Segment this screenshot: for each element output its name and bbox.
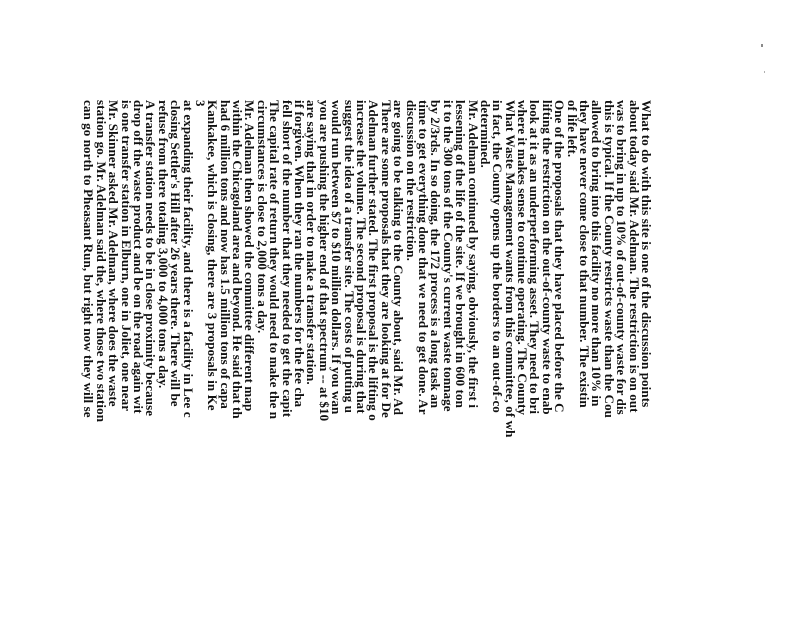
text-line: was to bring in up to 10% of out-of-county waste for dis: [614, 100, 630, 415]
text-line: suggest the idea of a transfer site. The costs of putting u: [341, 100, 357, 414]
text-line: of life left.: [564, 100, 580, 158]
paragraph: [256, 100, 479, 618]
paragraph: [479, 100, 566, 618]
text-line: closing Settler's Hill after 26 years there. There will be: [168, 100, 184, 407]
text-line: had 6 million tons and now has 1.5 million tons of capa: [217, 100, 233, 409]
paragraph: [565, 100, 652, 618]
paragraph: [194, 100, 256, 618]
text-line: station go. Mr. Adelman said the, where those two station: [93, 100, 109, 423]
text-line: circumstances is close to 2,000 tons a day.: [254, 100, 270, 334]
text-line: are saying that in order to make a transfer station.: [304, 100, 320, 385]
text-line: What to do with this site is one of the discussion points: [639, 100, 654, 408]
text-line: Mr. Adelman continued by saying, obviously, the first i: [465, 100, 481, 409]
text-line: increase the volume. The second proposal is during that: [354, 100, 370, 414]
text-line: The capital rate of return they would need to make the n: [267, 100, 283, 420]
text-line: What Waste Management wants from this committee, of wh: [502, 100, 518, 438]
text-line: determined.: [477, 100, 493, 168]
text-line: in fact, the County opens up the borders to an out-of-co: [490, 100, 506, 413]
text-line: lessening of the life of the site. If we brought in 600 ton: [453, 100, 469, 408]
text-line: would run between $7 to $10 million dollars. If you wan: [329, 100, 345, 415]
text-line: you are pushing the higher end of that spectrum -- at $10: [316, 100, 332, 422]
text-line: A transfer station needs to be in close proximity because: [143, 100, 159, 417]
text-line: discussion on the restriction.: [403, 100, 419, 261]
text-line: There are some proposals that they are looking at for De: [378, 100, 394, 418]
text-line: One of the proposals that they have placed before the C: [552, 100, 568, 413]
text-line: fell short of the number that they needed to get the capit: [279, 100, 295, 418]
text-line: within the Chicagoland area and beyond. He said that th: [230, 100, 246, 419]
text-line: if forgiven. When they ran the numbers for the fee cha: [292, 100, 308, 408]
text-line: time to get everything done that we need to get done. Ar: [415, 100, 431, 415]
text-line: Kankakee, which is closing, there are 3 proposals in Ke: [205, 100, 221, 411]
text-line: drop off the waste product and be on the road again wit: [130, 100, 146, 414]
text-line: are going to be talking to the County about, said Mr. Ad: [391, 100, 407, 416]
text-line: they have never come close to that number. The existin: [577, 100, 593, 408]
text-line: Adelman further stated. The first proposal is the lifting o: [366, 100, 382, 421]
text-line: refuse from there totaling 3,000 to 4,000 tons a day.: [155, 100, 171, 389]
text-line: is one transfer station in Elburn, one in Joliet, one near: [118, 100, 134, 412]
text-line: it to the 300 tons of the County's current waste tonnage: [440, 100, 456, 412]
text-line: 3: [192, 100, 208, 107]
paragraph: [82, 100, 194, 618]
text-line: Mr. Skinner asked Mr. Adelman, where does the waste: [106, 100, 122, 407]
text-line: lifting the restriction on the out-of-county waste to enab: [539, 100, 555, 415]
text-line: by 2/3rds. In so doing, the 172 process is a long task an: [428, 100, 444, 409]
text-line: allowed to bring into this facility no more than 10% in: [589, 100, 605, 407]
text-line: look at it as an underperforming asset. They need to bri: [527, 100, 543, 415]
text-line: where it makes sense to continue operating. The County: [515, 100, 531, 416]
text-line: can go north to Pheasant Run, but right now they will se: [81, 100, 97, 418]
text-line: this is typical. If the County restricts waste than the Cou: [601, 100, 617, 419]
text-line: at expanding their facility, and there is a facility in Lee c: [180, 100, 196, 418]
text-line: about today said Mr. Adelman. The restriction is on out: [626, 100, 642, 413]
text-line: Mr. Adelman then showed the committee different map: [242, 100, 258, 412]
rotated-text-block: [82, 100, 652, 618]
